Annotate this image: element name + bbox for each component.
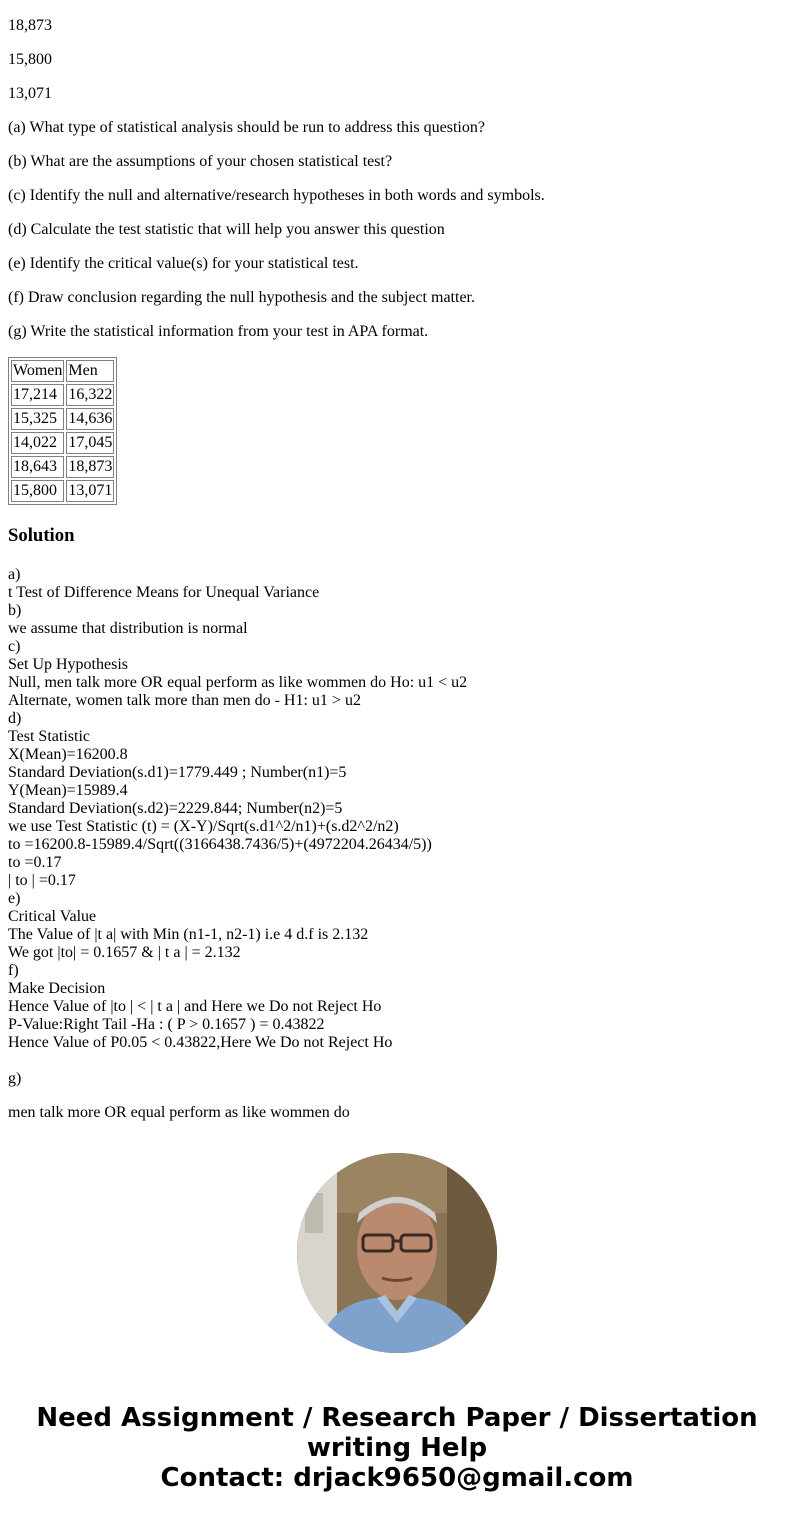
table-row [11,384,114,406]
solution-line: Set Up Hypothesis [8,656,128,673]
table-header-cell: Men [66,360,114,382]
solution-line: Hence Value of P0.05 < 0.43822,Here We Do not Reject Ho [8,1034,393,1051]
question-list [8,119,786,341]
solution-line: we use Test Statistic (t) = (X-Y)/Sqrt(s.d1^2/n1)+(s.d2^2/n2) [8,818,399,835]
solution-line: to =16200.8-15989.4/Sqrt((3166438.7436/5)+(4972204.26434/5)) [8,836,432,853]
top-values [8,17,786,103]
solution-line: Null, men talk more OR equal perform as like wommen do Ho: u1 < u2 [8,674,468,691]
question-g: (g) Write the statistical information from your test in APA format. [8,323,429,340]
solution-line: a) [8,566,21,583]
author-portrait-image [297,1153,497,1353]
solution-line: c) [8,638,21,655]
table-cell: 17,214 [11,384,64,406]
document-body [8,0,786,1138]
question-e: (e) Identify the critical value(s) for your statistical test. [8,255,359,272]
table-cell: 18,873 [66,456,114,478]
solution-line: t Test of Difference Means for Unequal Variance [8,584,320,601]
table-cell: 16,322 [66,384,114,406]
solution-conclusion: men talk more OR equal perform as like wommen do [8,1104,350,1121]
solution-line: f) [8,962,19,979]
solution-line: to =0.17 [8,854,62,871]
solution-line: We got |to| = 0.1657 & | t a | = 2.132 [8,944,241,961]
solution-line: P-Value:Right Tail -Ha : ( P > 0.1657 ) = 0.43822 [8,1016,325,1033]
solution-line: Y(Mean)=15989.4 [8,782,128,799]
table-row [11,432,114,454]
solution-line [8,1052,786,1070]
solution-line: | to | =0.17 [8,872,76,889]
solution-line: we assume that distribution is normal [8,620,248,637]
author-avatar [297,1153,497,1353]
top-value: 18,873 [8,17,52,34]
promo-line: writing Help [306,1433,488,1463]
table-cell: 13,071 [66,480,114,502]
promo-contact: Contact: drjack9650@gmail.com [160,1463,634,1493]
solution-line: Alternate, women talk more than men do - H1: u1 > u2 [8,692,361,709]
table-row [11,408,114,430]
table-header-cell: Women [11,360,64,382]
table-header-row [11,360,114,382]
solution-heading: Solution [8,525,75,546]
solution-line: b) [8,602,22,619]
promo-banner [0,1403,794,1493]
solution-line: Standard Deviation(s.d1)=1779.449 ; Number(n1)=5 [8,764,347,781]
solution-line: d) [8,710,22,727]
table-cell: 15,800 [11,480,64,502]
solution-line: X(Mean)=16200.8 [8,746,128,763]
table-row [11,480,114,502]
solution-line: Hence Value of |to | < | t a | and Here we Do not Reject Ho [8,998,382,1015]
question-a: (a) What type of statistical analysis should be run to address this question? [8,119,485,136]
solution-line: Standard Deviation(s.d2)=2229.844; Number(n2)=5 [8,800,343,817]
table-cell: 17,045 [66,432,114,454]
solution-text [8,566,786,1088]
table-row [11,456,114,478]
solution-line: g) [8,1070,22,1087]
data-table [8,357,117,505]
table-cell: 14,022 [11,432,64,454]
solution-line: Test Statistic [8,728,90,745]
promo-line: Need Assignment / Research Paper / Dissertation [36,1403,758,1433]
question-b: (b) What are the assumptions of your chosen statistical test? [8,153,393,170]
table-cell: 14,636 [66,408,114,430]
solution-line: Make Decision [8,980,106,997]
solution-line: The Value of |t a| with Min (n1-1, n2-1) i.e 4 d.f is 2.132 [8,926,369,943]
question-d: (d) Calculate the test statistic that will help you answer this question [8,221,445,238]
solution-line: e) [8,890,21,907]
table-cell: 18,643 [11,456,64,478]
top-value: 13,071 [8,85,52,102]
solution-line: Critical Value [8,908,97,925]
table-cell: 15,325 [11,408,64,430]
question-f: (f) Draw conclusion regarding the null hypothesis and the subject matter. [8,289,475,306]
top-value: 15,800 [8,51,52,68]
question-c: (c) Identify the null and alternative/research hypotheses in both words and symbols. [8,187,545,204]
